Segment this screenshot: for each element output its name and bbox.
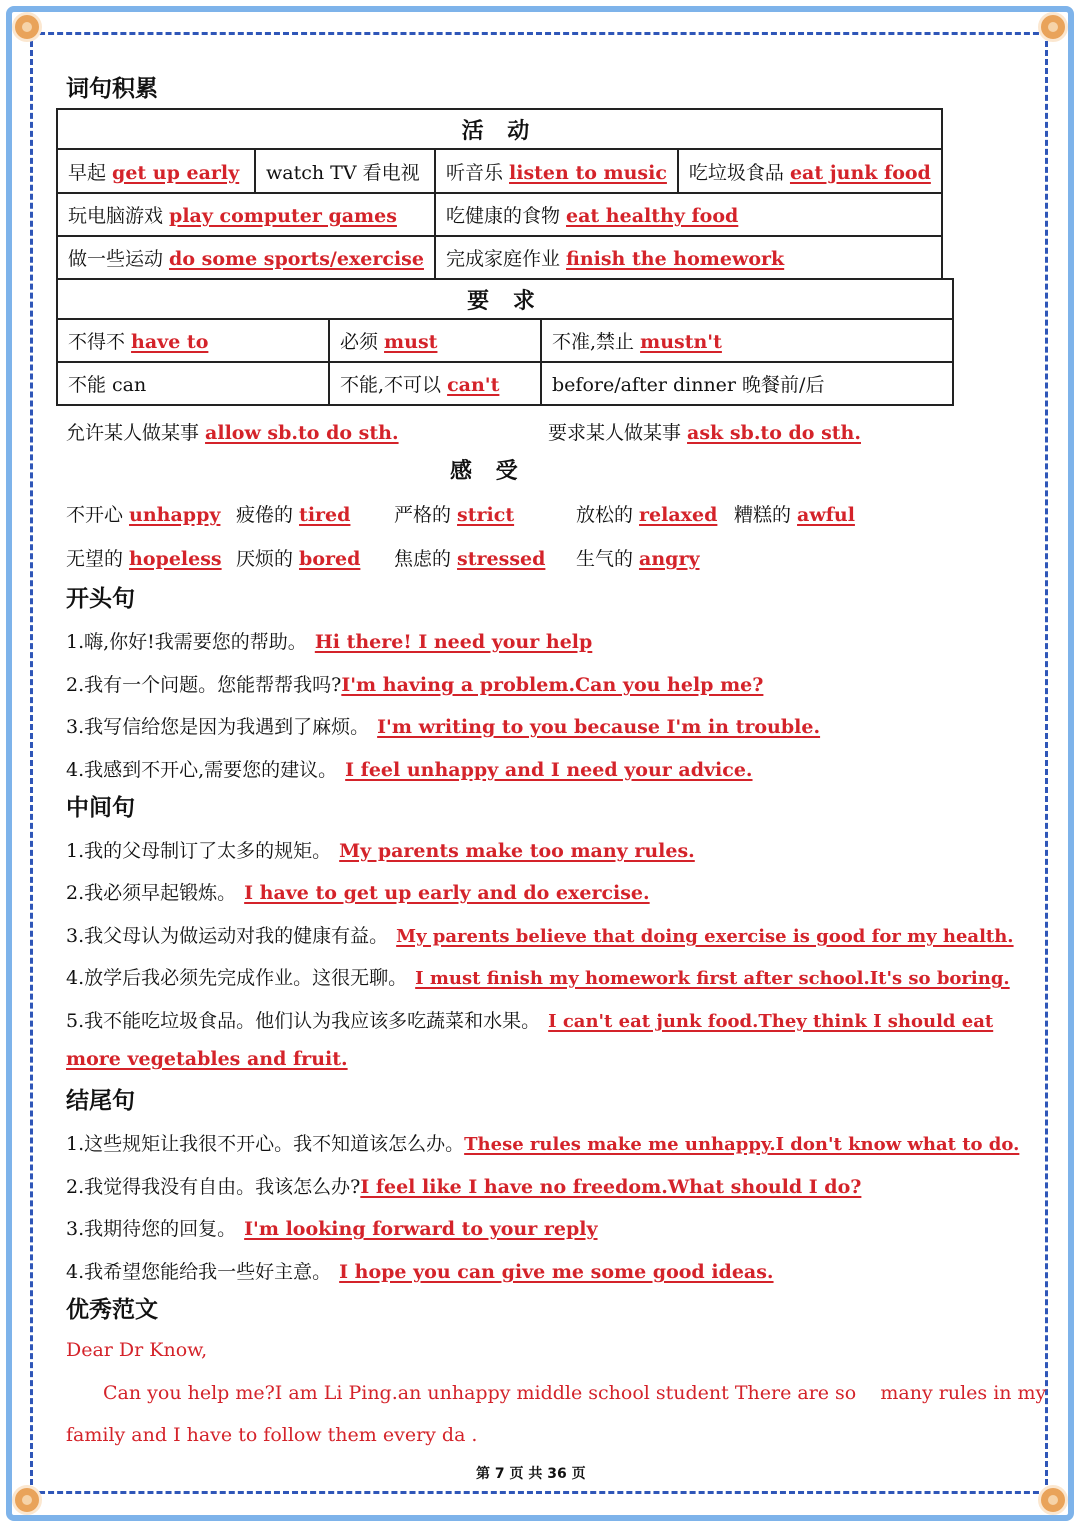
closing-item: 2.我觉得我没有自由。我该怎么办?I feel like I have no freedom.What should I do? — [66, 1176, 862, 1198]
activity-cell: watch TV 看电视 — [255, 149, 435, 193]
corner-ornament — [12, 12, 42, 42]
activity-cell: 做一些运动 do some sports/exercise — [57, 236, 435, 279]
closing-item: 1.这些规矩让我很不开心。我不知道该怎么办。These rules make me unhappy.I don't know what to do. — [66, 1133, 1020, 1155]
requirements-table — [56, 278, 954, 406]
corner-ornament — [12, 1485, 42, 1515]
feeling-item: 疲倦的 tired — [236, 504, 351, 526]
opening-item: 4.我感到不开心,需要您的建议。 I feel unhappy and I need your advice. — [66, 759, 753, 781]
requirements-title: 要 求 — [57, 279, 953, 319]
activities-title: 活 动 — [57, 109, 942, 149]
corner-ornament — [1038, 1485, 1068, 1515]
feeling-item: 严格的 strict — [394, 504, 515, 526]
feeling-item: 不开心 unhappy — [66, 504, 221, 526]
activity-cell: 吃健康的食物 eat healthy food — [435, 193, 942, 236]
opening-item: 3.我写信给您是因为我遇到了麻烦。 I'm writing to you because I'm in trouble. — [66, 716, 821, 738]
feeling-item: 放松的 relaxed — [576, 504, 718, 526]
feeling-item: 无望的 hopeless — [66, 548, 222, 570]
requirement-cell: 不能 can — [57, 362, 329, 405]
requirement-cell: 必须 must — [329, 319, 541, 362]
requirement-cell: before/after dinner 晚餐前/后 — [541, 362, 953, 405]
opening-item: 2.我有一个问题。您能帮帮我吗?I'm having a problem.Can you help me? — [66, 674, 764, 696]
feeling-item: 焦虑的 stressed — [394, 548, 546, 570]
requirement-cell: 不准,禁止 mustn't — [541, 319, 953, 362]
feeling-item: 厌烦的 bored — [236, 548, 361, 570]
activity-cell: 玩电脑游戏 play computer games — [57, 193, 435, 236]
corner-ornament — [1038, 12, 1068, 42]
feelings-title: 感 受 — [450, 459, 526, 484]
activities-table — [56, 108, 943, 280]
page-footer: 第 7 页 共 36 页 — [476, 1466, 586, 1482]
feeling-item: 生气的 angry — [576, 548, 700, 570]
sample-line: family and I have to follow them every da . — [66, 1424, 478, 1446]
middle-item: 1.我的父母制订了太多的规矩。 My parents make too many rules. — [66, 840, 695, 862]
requirement-cell: 不得不 have to — [57, 319, 329, 362]
middle-title: 中间句 — [66, 795, 135, 821]
opening-title: 开头句 — [66, 586, 135, 612]
sample-line: Can you help me?I am Li Ping.an unhappy middle school student There are so many rules in my — [103, 1382, 1047, 1404]
activity-cell: 吃垃圾食品 eat junk food — [678, 149, 942, 193]
middle-item: 3.我父母认为做运动对我的健康有益。 My parents believe that doing exercise is good for my health. — [66, 925, 1014, 947]
feeling-item: 糟糕的 awful — [734, 504, 855, 526]
requirement-cell: 不能,不可以 can't — [329, 362, 541, 405]
closing-item: 3.我期待您的回复。 I'm looking forward to your reply — [66, 1218, 598, 1240]
phrase-allow: 允许某人做某事 allow sb.to do sth. — [66, 422, 399, 444]
opening-item: 1.嗨,你好!我需要您的帮助。 Hi there! I need your help — [66, 631, 593, 653]
middle-item-continued: more vegetables and fruit. — [66, 1048, 348, 1070]
phrase-ask: 要求某人做某事 ask sb.to do sth. — [548, 422, 861, 444]
sample-salutation: Dear Dr Know, — [66, 1339, 208, 1361]
closing-title: 结尾句 — [66, 1088, 135, 1114]
section-title-vocab: 词句积累 — [66, 76, 158, 102]
activity-cell: 完成家庭作业 finish the homework — [435, 236, 942, 279]
middle-item: 4.放学后我必须先完成作业。这很无聊。 I must finish my homework first after school.It's so boring. — [66, 967, 1010, 989]
sample-title: 优秀范文 — [66, 1297, 158, 1323]
activity-cell: 早起 get up early — [57, 149, 255, 193]
activity-cell: 听音乐 listen to music — [435, 149, 678, 193]
middle-item: 5.我不能吃垃圾食品。他们认为我应该多吃蔬菜和水果。 I can't eat junk food.They think I should eat — [66, 1010, 994, 1032]
closing-item: 4.我希望您能给我一些好主意。 I hope you can give me some good ideas. — [66, 1261, 774, 1283]
middle-item: 2.我必须早起锻炼。 I have to get up early and do exercise. — [66, 882, 650, 904]
